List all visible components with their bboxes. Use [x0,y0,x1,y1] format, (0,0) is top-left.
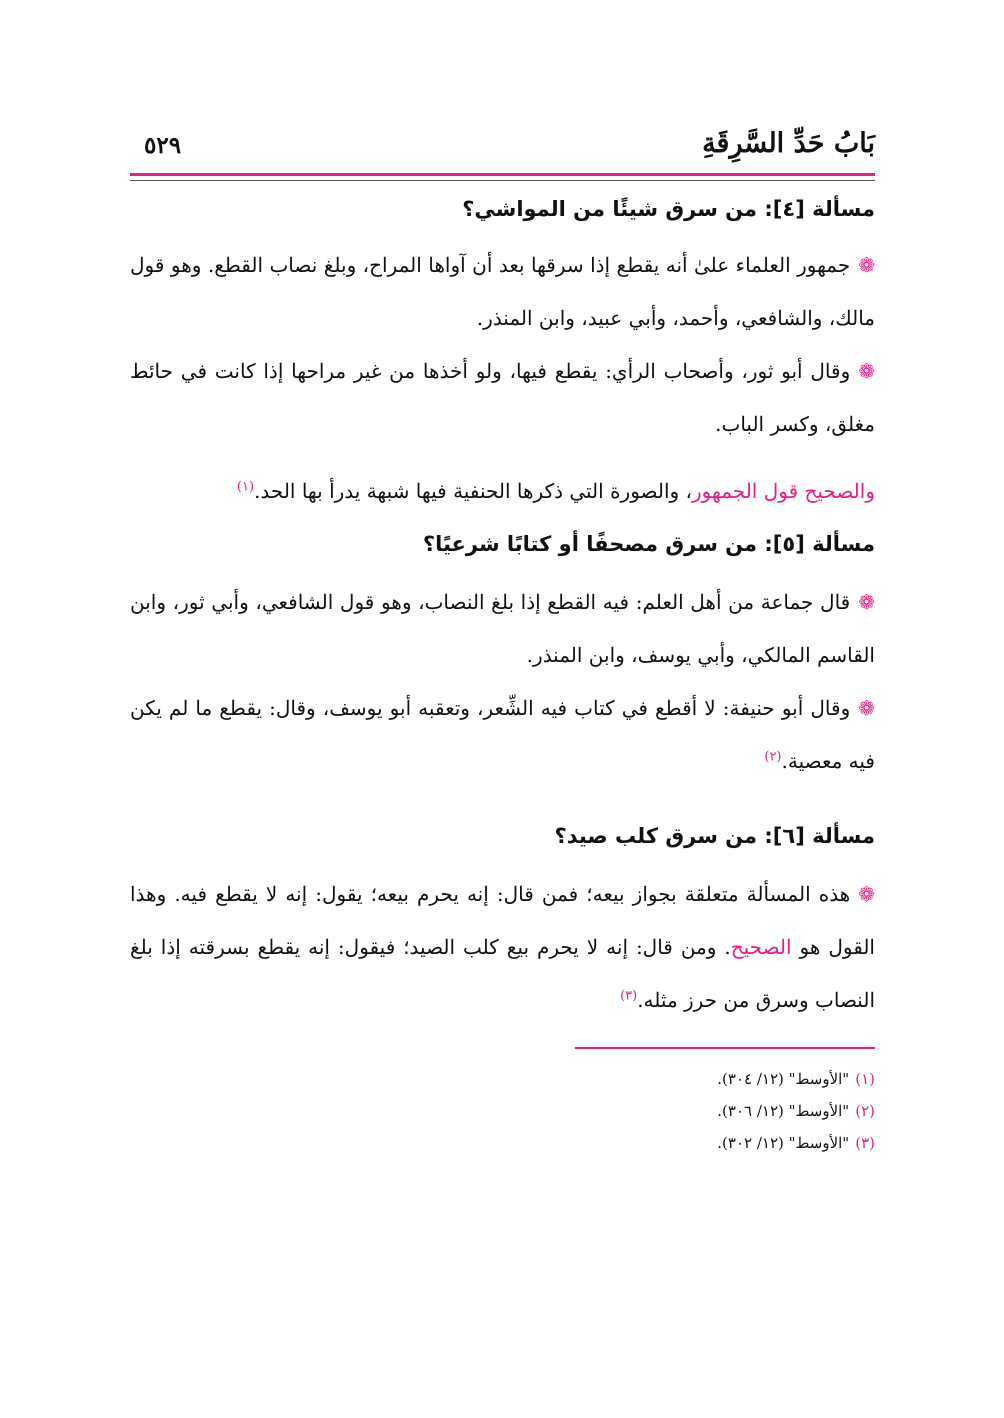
footnote-ref[interactable]: (٣) [620,988,638,1004]
footnote-number: (٣) [855,1134,875,1152]
footnote-ref[interactable]: (١) [236,479,255,495]
footnote-ref[interactable]: (٢) [764,749,782,765]
flower-icon: ❁ [858,359,875,383]
paragraph [130,465,875,518]
footnote-number: (٢) [855,1102,875,1120]
paragraph [130,239,875,345]
page-header [130,120,875,164]
footnote-text: "الأوسط" (١٢/ ٣٠٤). [717,1070,850,1088]
header-rule-thick [130,173,875,176]
flower-icon: ❁ [858,590,875,614]
chapter-title: بَابُ حَدِّ السَّرِقَةِ [702,128,875,159]
footnote-rule [575,1047,875,1049]
footnote-text: "الأوسط" (١٢/ ٣٠٢). [717,1134,850,1152]
section-title: مسألة [٦]: من سرق كلب صيد؟ [554,824,875,848]
flower-icon: ❁ [858,696,875,720]
paragraph-text: . ومن قال: إنه لا يحرم بيع كلب الصيد؛ فيقول: إنه يقطع بسرقته إذا بلغ النصاب وسرق من حرز مثله. [130,935,875,1012]
footnote-text: "الأوسط" (١٢/ ٣٠٦). [717,1102,850,1120]
paragraph-text: ، والصورة التي ذكرها الحنفية فيها شبهة يدرأ بها الحد. [254,479,693,503]
book-page [130,120,875,1159]
paragraph-text: قال جماعة من أهل العلم: فيه القطع إذا بلغ النصاب، وهو قول الشافعي، وأبي ثور، وابن القاسم المالكي، وأبي يوسف، وابن المنذر. [130,590,875,667]
footnote [130,1095,875,1127]
paragraph-text: وقال أبو حنيفة: لا أقطع في كتاب فيه الشِّعر، وتعقبه أبو يوسف، وقال: يقطع ما لم يكن فيه معصية. [130,696,875,773]
section-title: مسألة [٥]: من سرق مصحفًا أو كتابًا شرعيًا؟ [422,532,875,556]
footnote [130,1063,875,1095]
paragraph [130,682,875,788]
paragraph [130,868,875,1027]
paragraph-text: وقال أبو ثور، وأصحاب الرأي: يقطع فيها، ولو أخذها من غير مراحها إذا كانت في حائط مغلق، وكسر الباب. [130,359,875,436]
header-rule-thin [130,180,875,181]
footnotes [130,1063,875,1159]
highlighted-phrase: الصحيح [730,935,792,959]
section-title: مسألة [٤]: من سرق شيئًا من المواشي؟ [462,197,875,221]
paragraph-text: هذه المسألة متعلقة بجواز بيعه؛ فمن قال: إنه يحرم بيعه؛ يقول: إنه لا يقطع فيه. وهذا القول هو [130,882,875,959]
footnote-number: (١) [855,1070,875,1088]
highlighted-phrase: والصحيح قول الجمهور [692,479,875,503]
page-number: ٥٢٩ [144,132,182,159]
paragraph [130,576,875,682]
paragraph [130,345,875,451]
paragraph-text: جمهور العلماء علىٰ أنه يقطع إذا سرقها بعد أن آواها المراح، وبلغ نصاب القطع. وهو قول مالك، والشافعي، وأحمد، وأبي عبيد، وابن المنذر. [130,253,875,330]
footnote [130,1127,875,1159]
flower-icon: ❁ [858,882,875,906]
flower-icon: ❁ [858,253,875,277]
